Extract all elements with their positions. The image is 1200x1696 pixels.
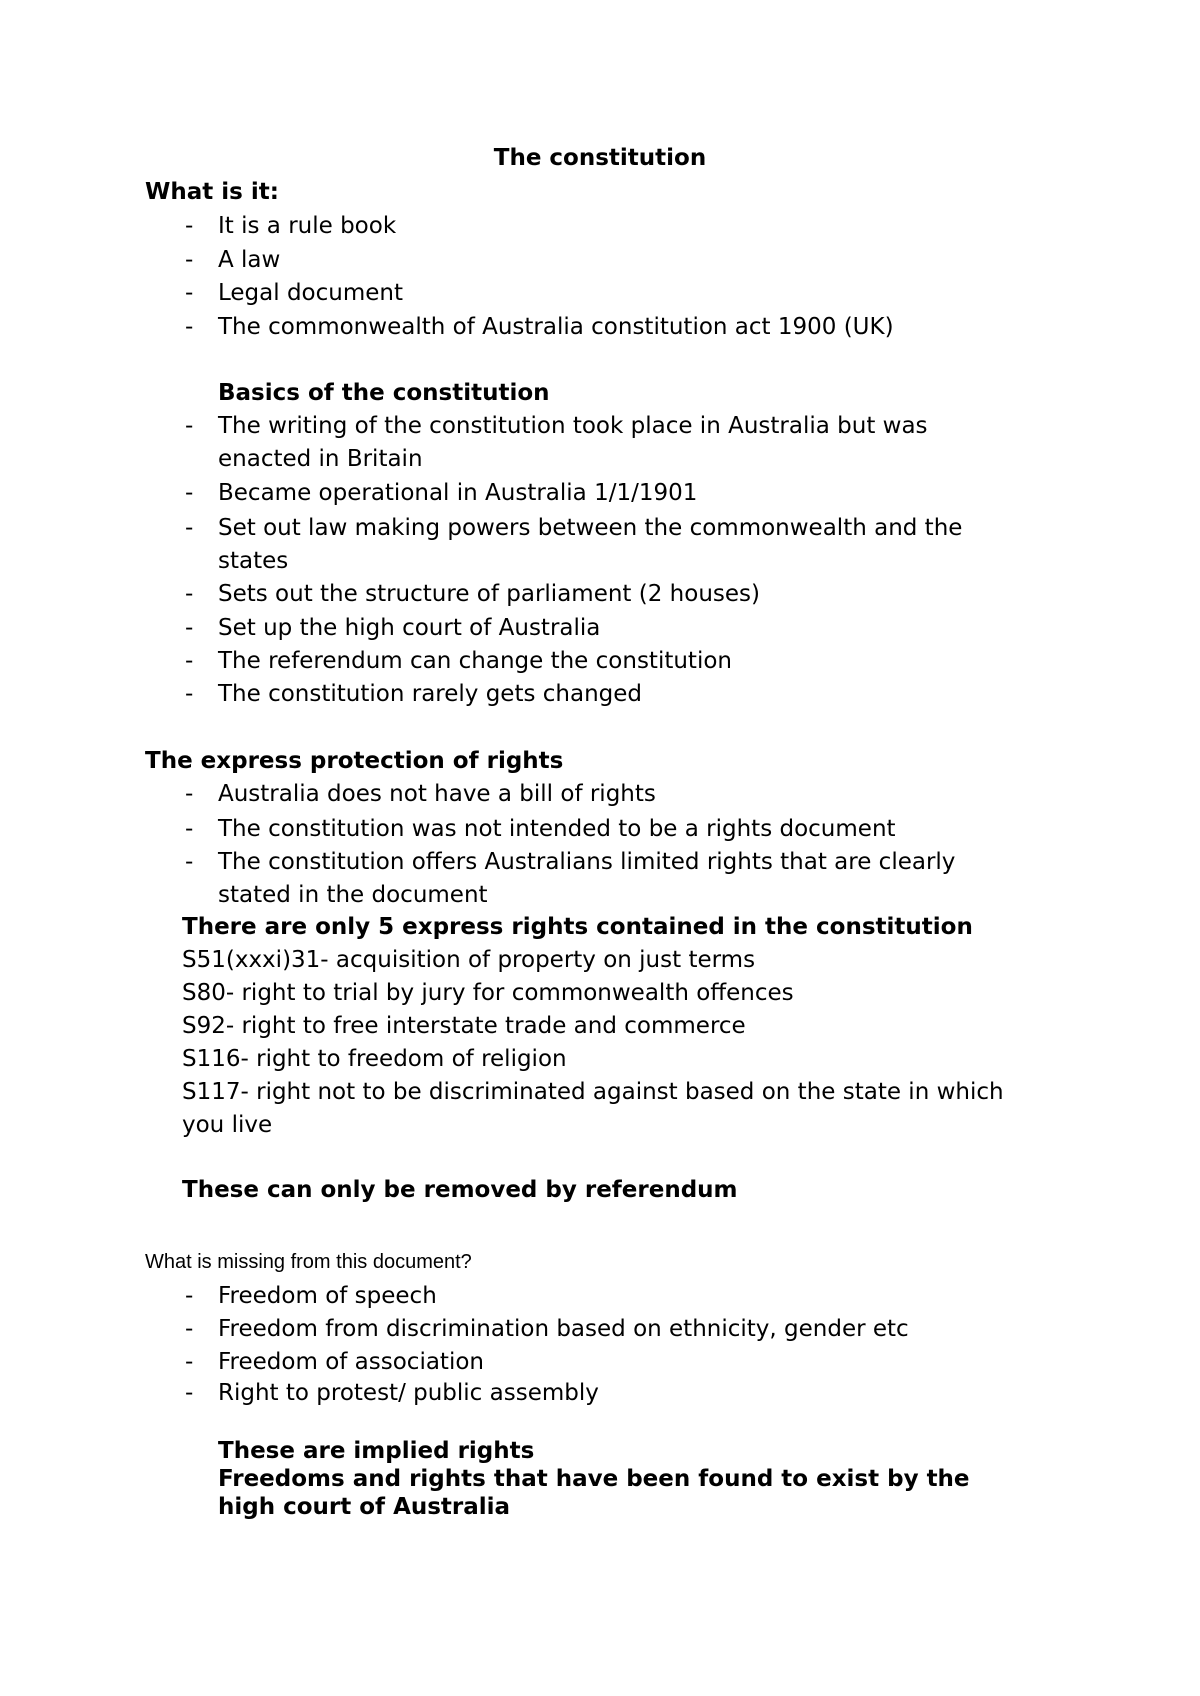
- bullet-dash: -: [185, 480, 194, 506]
- express-rights-heading: There are only 5 express rights contained in the constitution: [182, 914, 973, 940]
- bullet-dash: -: [185, 615, 194, 641]
- list-item: Freedom of association: [218, 1349, 484, 1375]
- bullet-dash: -: [185, 1283, 194, 1309]
- list-item: Set up the high court of Australia: [218, 615, 601, 641]
- section-heading-express-protection: The express protection of rights: [145, 748, 564, 774]
- list-item: It is a rule book: [218, 213, 397, 239]
- bullet-dash: -: [185, 849, 194, 875]
- bullet-dash: -: [185, 280, 194, 306]
- bullet-dash: -: [185, 781, 194, 807]
- list-item: The referendum can change the constitution: [218, 648, 732, 674]
- list-item: Legal document: [218, 280, 403, 306]
- bullet-dash: -: [185, 213, 194, 239]
- list-item: Freedom of speech: [218, 1283, 437, 1309]
- implied-rights-heading: These are implied rights: [218, 1438, 535, 1464]
- bullet-dash: -: [185, 515, 194, 541]
- section-heading-basics: Basics of the constitution: [218, 380, 550, 406]
- implied-rights-text: Freedoms and rights that have been found to exist by the: [218, 1466, 970, 1492]
- list-item: The constitution offers Australians limited rights that are clearly: [218, 849, 956, 875]
- bullet-dash: -: [185, 648, 194, 674]
- list-item: A law: [218, 247, 281, 273]
- bullet-dash: -: [185, 413, 194, 439]
- right-item: S117- right not to be discriminated against based on the state in which: [182, 1079, 1004, 1105]
- list-item: Became operational in Australia 1/1/1901: [218, 480, 698, 506]
- list-item-continuation: enacted in Britain: [218, 446, 423, 472]
- list-item: The writing of the constitution took place in Australia but was: [218, 413, 928, 439]
- page-title: The constitution: [493, 145, 707, 171]
- list-item-continuation: stated in the document: [218, 882, 488, 908]
- bullet-dash: -: [185, 1316, 194, 1342]
- referendum-note: These can only be removed by referendum: [182, 1177, 738, 1203]
- right-item: S80- right to trial by jury for commonwealth offences: [182, 980, 794, 1006]
- list-item: Set out law making powers between the commonwealth and the: [218, 515, 963, 541]
- list-item: Australia does not have a bill of rights: [218, 781, 656, 807]
- bullet-dash: -: [185, 314, 194, 340]
- list-item: The commonwealth of Australia constitution act 1900 (UK): [218, 314, 894, 340]
- right-item-continuation: you live: [182, 1112, 273, 1138]
- bullet-dash: -: [185, 581, 194, 607]
- right-item: S92- right to free interstate trade and commerce: [182, 1013, 746, 1039]
- missing-question: What is missing from this document?: [145, 1251, 472, 1273]
- right-item: S51(xxxi)31- acquisition of property on just terms: [182, 947, 756, 973]
- bullet-dash: -: [185, 1349, 194, 1375]
- list-item: Sets out the structure of parliament (2 houses): [218, 581, 760, 607]
- list-item: Freedom from discrimination based on ethnicity, gender etc: [218, 1316, 909, 1342]
- list-item-continuation: states: [218, 548, 289, 574]
- list-item: The constitution was not intended to be a rights document: [218, 816, 896, 842]
- bullet-dash: -: [185, 247, 194, 273]
- bullet-dash: -: [185, 681, 194, 707]
- bullet-dash: -: [185, 1380, 194, 1406]
- section-heading-what-is-it: What is it:: [145, 179, 279, 205]
- list-item: Right to protest/ public assembly: [218, 1380, 599, 1406]
- implied-rights-text-continuation: high court of Australia: [218, 1494, 511, 1520]
- right-item: S116- right to freedom of religion: [182, 1046, 567, 1072]
- list-item: The constitution rarely gets changed: [218, 681, 643, 707]
- bullet-dash: -: [185, 816, 194, 842]
